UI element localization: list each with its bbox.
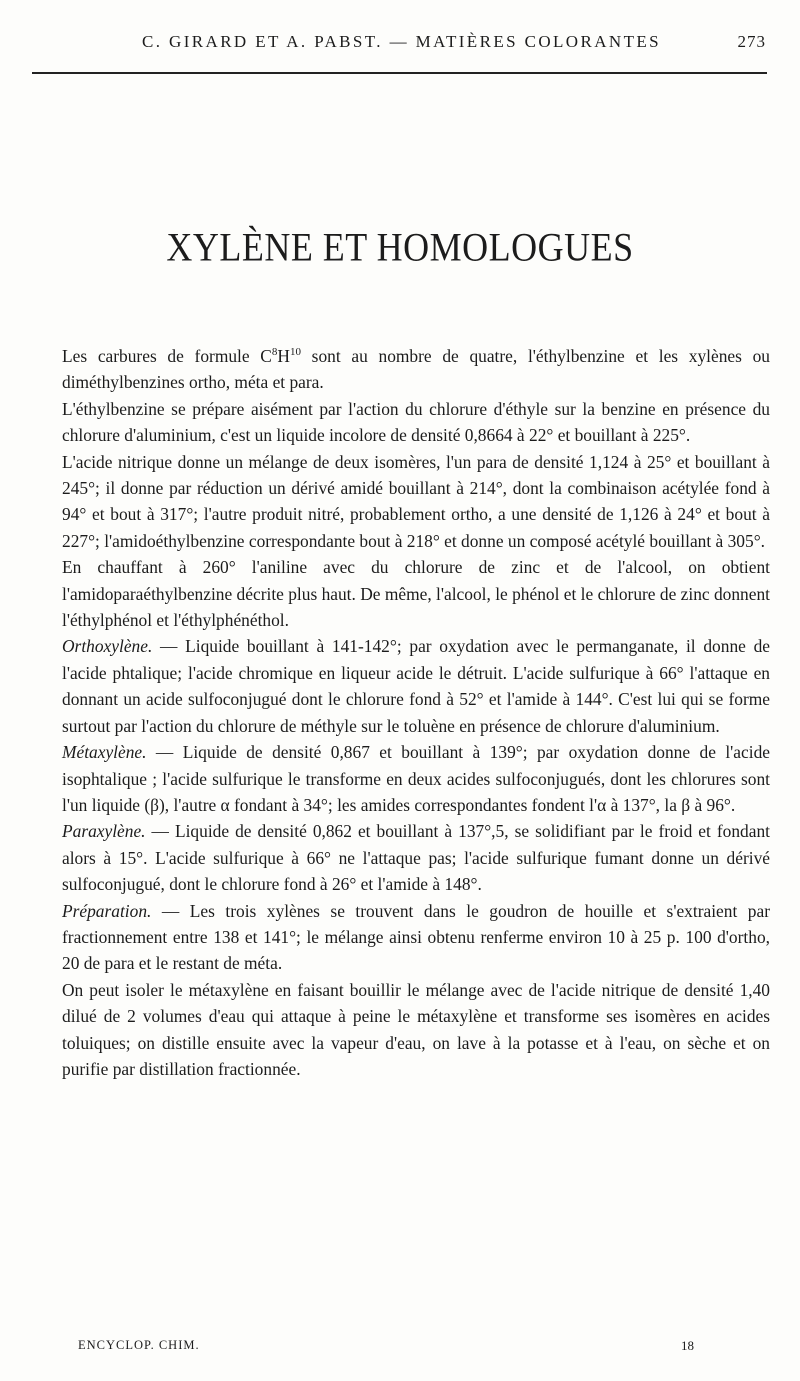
paragraph-metaxylene xyxy=(62,739,770,818)
paragraph-preparation xyxy=(62,898,770,977)
orthoxylene-heading: Orthoxylène. xyxy=(62,636,153,657)
preparation-text: — Les trois xylènes se trouvent dans le goudron de houille et s'extraient par fractionnement entre 138 et 141°; le mélange ainsi obtenu renferme environ 10 à 25 p. 100 d'ortho, 20 de para et le restant de méta. xyxy=(62,900,770,974)
page-number: 273 xyxy=(737,32,766,51)
paragraph-paraxylene xyxy=(62,818,770,897)
footer-signature: ENCYCLOP. CHIM. xyxy=(78,1338,200,1352)
formula-superscript-hydrogen: 10 xyxy=(289,346,301,359)
paragraph-orthoxylene xyxy=(62,633,770,739)
preparation-heading: Préparation. xyxy=(62,900,152,921)
body-text xyxy=(62,343,770,1082)
paraxylene-text: — Liquide de densité 0,862 et bouillant à 137°,5, se solidifiant par le froid et fondant alors à 15°. L'acide sulfurique à 66° ne l'attaque pas; l'acide sulfurique fumant donne un dérivé sulfoconjugué, dont le chlorure fond à 26° et l'amide à 148°. xyxy=(62,821,770,895)
paragraph-1-start: Les carbures de formule C xyxy=(62,346,272,366)
paragraph-4: En chauffant à 260° l'aniline avec du chlorure de zinc et de l'alcool, on obtient l'amidoparaéthylbenzine décrite plus haut. De même, l'alcool, le phénol et le chlorure de zinc donnent l'éthylphénol et l'éthylphénéthol. xyxy=(62,557,770,631)
metaxylene-heading: Métaxylène. xyxy=(62,742,147,763)
metaxylene-text: — Liquide de densité 0,867 et bouillant à 139°; par oxydation donne de l'acide isophtalique ; l'acide sulfurique le transforme en deux acides sulfoconjugués, dont les chlorures sont l'un liquide (β), l'autre α fondant à 34°; les amides correspondantes fondent l'α à 137°, la β à 96°. xyxy=(62,742,770,815)
orthoxylene-text: — Liquide bouillant à 141-142°; par oxydation avec le permanganate, il donne de l'acide phtalique; l'acide chromique en liqueur acide le détruit. L'acide sulfurique à 66° l'attaque en donnant un acide sulfoconjugué dont le chlorure fond à 52° et l'amide à 144°. C'est lui qui se forme surtout par l'action du chlorure de méthyle sur le toluène en présence de chlorure d'aluminium. xyxy=(62,636,770,736)
paragraph-2: L'éthylbenzine se prépare aisément par l'action du chlorure d'éthyle sur la benzine en présence du chlorure d'aluminium, c'est un liquide incolore de densité 0,8664 à 22° et bouillant à 225°. xyxy=(62,398,770,446)
running-title: C. GIRARD ET A. PABST. — MATIÈRES COLORANTES xyxy=(142,32,662,51)
footer-sheet-number: 18 xyxy=(681,1338,694,1353)
paragraph-3: L'acide nitrique donne un mélange de deux isomères, l'un para de densité 1,124 à 25° et bouillant à 245°; il donne par réduction un dérivé amidé bouillant à 214°, dont la combinaison acétylée fond à 94° et bout à 317°; l'autre produit nitré, probablement ortho, a une densité de 1,126 à 24° et bout à 227°; l'amidoéthylbenzine correspondante bout à 218° et donne un composé acétylé bouillant à 305°. xyxy=(62,451,770,551)
header-rule xyxy=(32,72,767,74)
formula-hydrogen: H xyxy=(277,346,290,366)
formula-superscript-carbon: 8 xyxy=(271,346,278,359)
paragraph-9: On peut isoler le métaxylène en faisant bouillir le mélange avec de l'acide nitrique de densité 1,40 dilué de 2 volumes d'eau qui attaque à peine le métaxylène et transforme ses isomères en acides toluiques; on distille ensuite avec la vapeur d'eau, on lave à la potasse et à l'eau, on sèche et on purifie par distillation fractionnée. xyxy=(62,979,770,1079)
paraxylene-heading: Paraxylène. xyxy=(62,821,146,842)
running-head xyxy=(0,32,800,56)
section-title: XYLÈNE ET HOMOLOGUES xyxy=(166,224,634,270)
page-footer xyxy=(0,1338,800,1362)
paragraph-1 xyxy=(62,343,770,396)
paragraph-1-end: sont au nombre de quatre, l'éthylbenzine et les xylènes ou diméthylbenzines ortho, méta et para. xyxy=(62,346,770,393)
